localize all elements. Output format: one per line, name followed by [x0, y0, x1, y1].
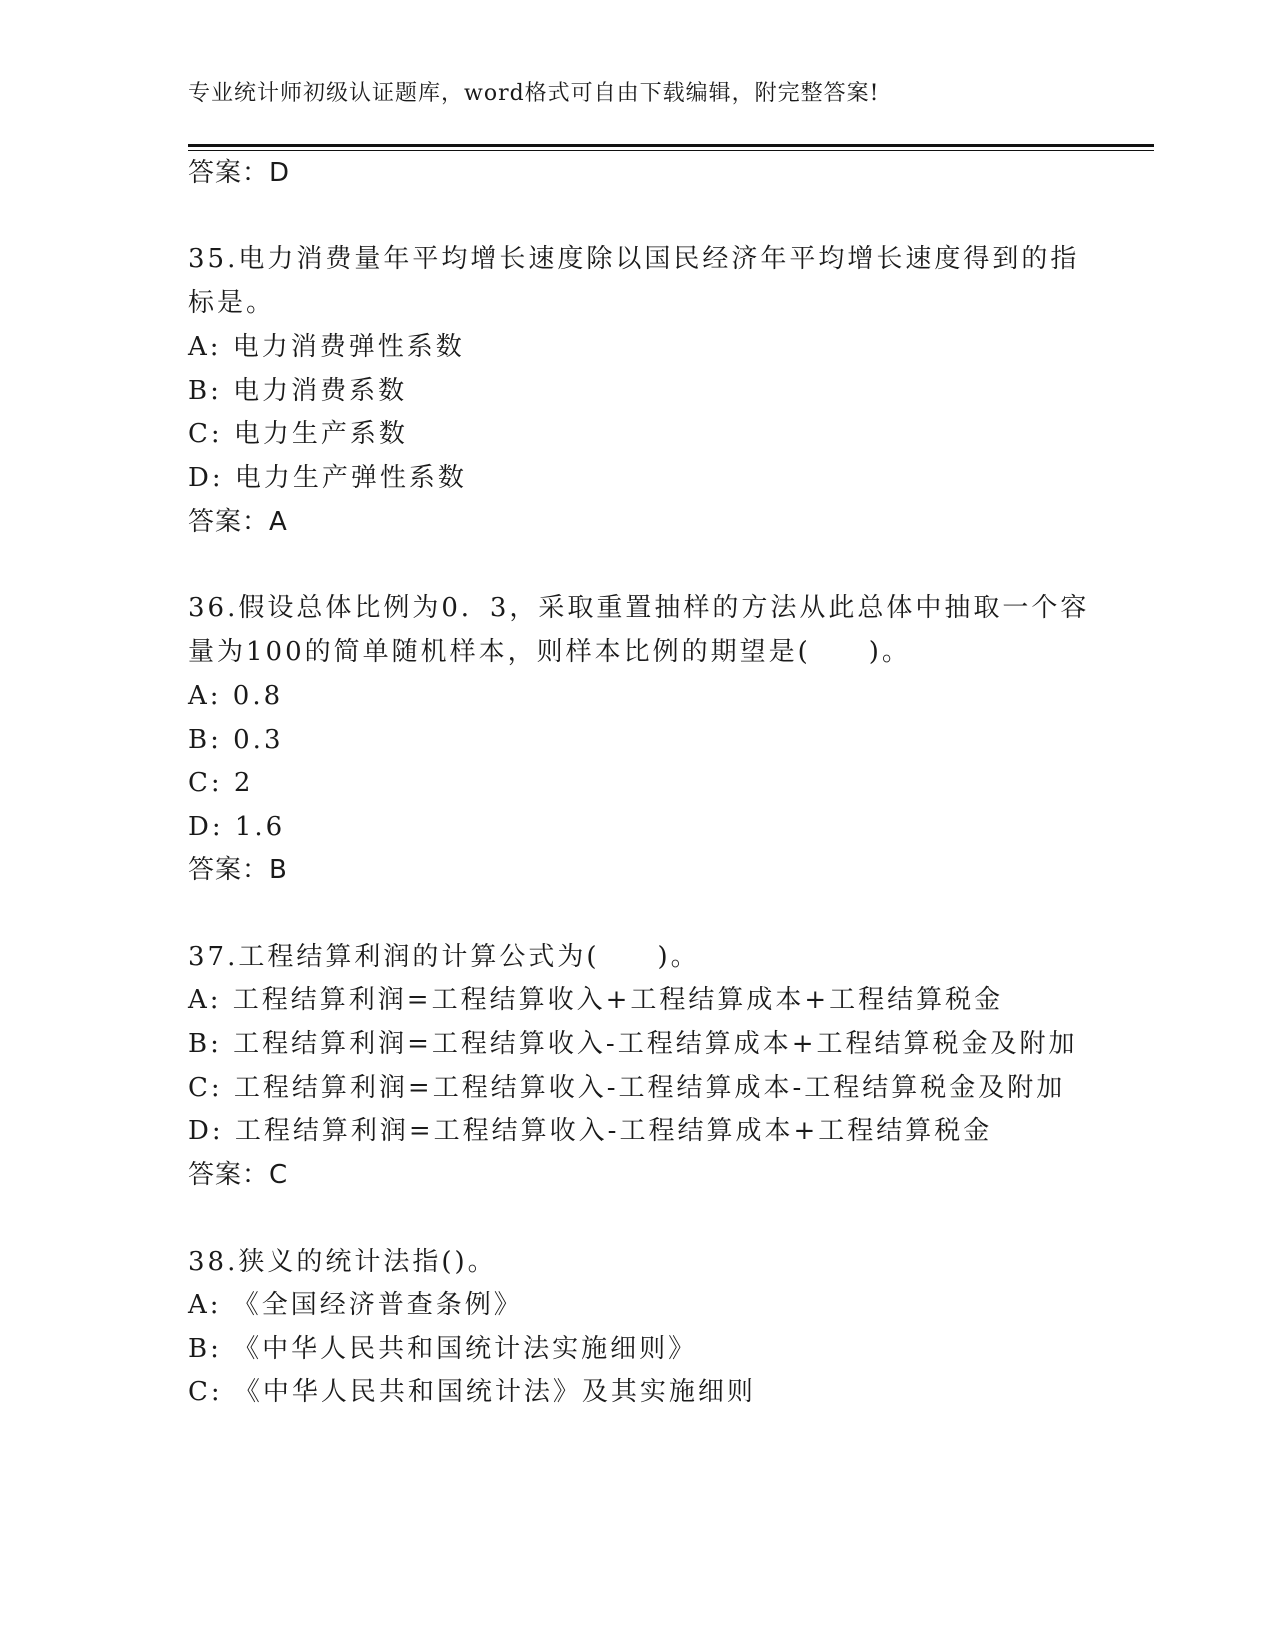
answer: 答案：B [188, 855, 288, 885]
option-a: A: 《全国经济普查条例》 [188, 1290, 523, 1320]
option-b: B: 工程结算利润=工程结算收入-工程结算成本+工程结算税金及附加 [188, 1029, 1078, 1059]
question-stem: 37.工程结算利润的计算公式为( )。 [188, 942, 700, 972]
question-stem-cont: 量为100的简单随机样本，则样本比例的期望是( )。 [188, 637, 911, 667]
option-d: D: 工程结算利润=工程结算收入-工程结算成本+工程结算税金 [188, 1116, 993, 1146]
option-c: C: 《中华人民共和国统计法》及其实施细则 [188, 1377, 756, 1407]
option-b: B: 电力消费系数 [188, 376, 408, 406]
question-stem: 38.狭义的统计法指()。 [188, 1247, 497, 1277]
header-rule-thick [188, 144, 1154, 147]
option-a: A: 电力消费弹性系数 [188, 332, 465, 362]
option-b: B: 《中华人民共和国统计法实施细则》 [188, 1334, 698, 1364]
option-c: C: 电力生产系数 [188, 419, 408, 449]
option-a: A: 0.8 [188, 681, 284, 711]
option-c: C: 2 [188, 768, 254, 798]
question-stem-cont: 标是。 [188, 288, 276, 318]
option-d: D: 1.6 [188, 812, 286, 842]
prev-answer: 答案：D [188, 158, 291, 188]
question-stem: 35.电力消费量年平均增长速度除以国民经济年平均增长速度得到的指 [188, 244, 1080, 274]
header-rule-thin [188, 150, 1154, 151]
option-a: A: 工程结算利润=工程结算收入+工程结算成本+工程结算税金 [188, 985, 1004, 1015]
answer: 答案：C [188, 1160, 289, 1190]
answer: 答案：A [188, 507, 288, 537]
option-c: C: 工程结算利润=工程结算收入-工程结算成本-工程结算税金及附加 [188, 1073, 1066, 1103]
option-d: D: 电力生产弹性系数 [188, 463, 467, 493]
option-b: B: 0.3 [188, 725, 284, 755]
header-text: 专业统计师初级认证题库，word格式可自由下载编辑，附完整答案! [188, 81, 880, 106]
question-stem: 36.假设总体比例为0．3，采取重置抽样的方法从此总体中抽取一个容 [188, 593, 1090, 623]
